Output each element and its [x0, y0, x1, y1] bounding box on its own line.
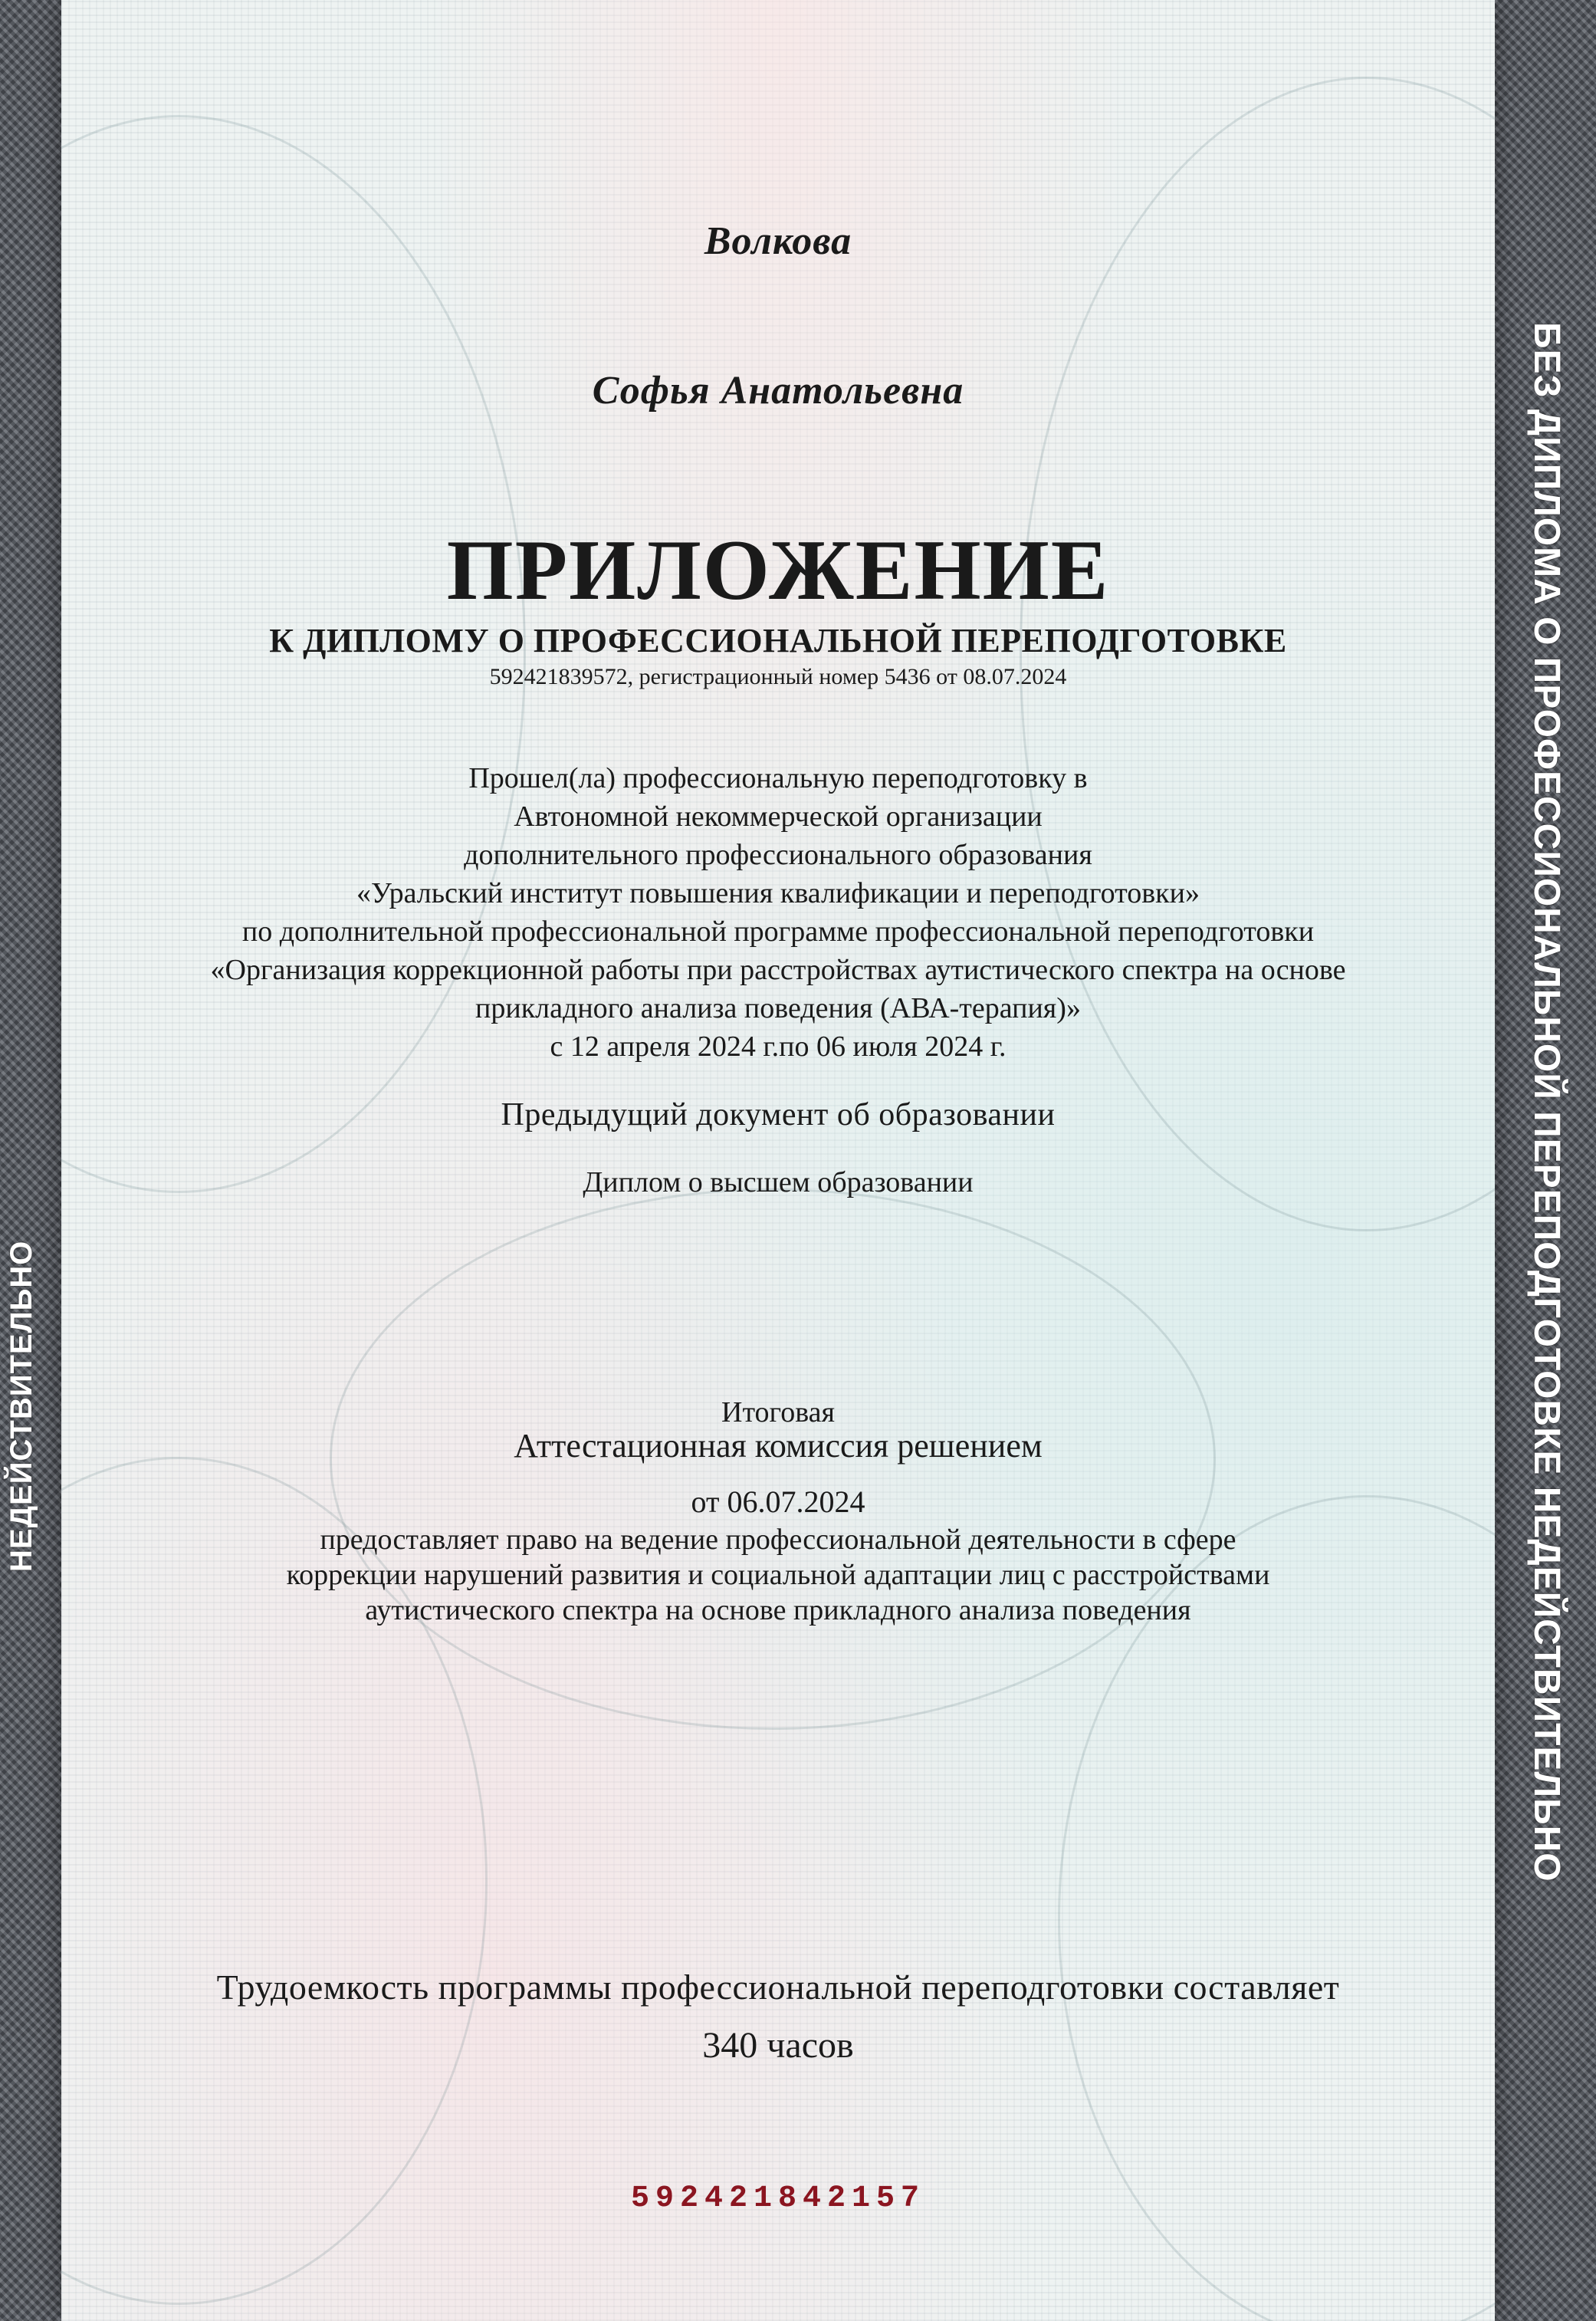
holder-surname: Волкова [704, 219, 852, 263]
rights-line: аутистического спектра на основе прикладного анализа поведения [365, 1594, 1191, 1626]
program-line: с 12 апреля 2024 г.по 06 июля 2024 г. [550, 1031, 1007, 1063]
program-line: «Организация коррекционной работы при расстройствах аутистического спектра на основе [210, 954, 1346, 986]
rights-line: коррекции нарушений развития и социальной адаптации лиц с расстройствами [286, 1559, 1270, 1591]
program-description [61, 759, 1495, 1066]
document-subtitle: К ДИПЛОМУ О ПРОФЕССИОНАЛЬНОЙ ПЕРЕПОДГОТОВКЕ [269, 622, 1287, 659]
workload-label: Трудоемкость программы профессиональной переподготовки составляет [216, 1968, 1340, 2007]
previous-education-label: Предыдущий документ об образовании [501, 1097, 1056, 1133]
rights-description [61, 1522, 1495, 1628]
document-sheet [61, 0, 1495, 2321]
previous-education-value: Диплом о высшем образовании [583, 1166, 974, 1198]
program-line: Прошел(ла) профессиональную переподготовку в [468, 762, 1088, 794]
document-title: ПРИЛОЖЕНИЕ [446, 523, 1110, 618]
commission-line-2: Аттестационная комиссия решением [514, 1427, 1043, 1465]
holder-given-names: Софья Анатольевна [592, 369, 964, 413]
program-line: дополнительного профессионального образования [464, 839, 1092, 871]
program-line: «Уральский институт повышения квалификации и переподготовки» [356, 877, 1200, 909]
serial-number: 592421842157 [630, 2181, 926, 2216]
commission-block [61, 1396, 1495, 1463]
program-line: Автономной некоммерческой организации [514, 801, 1043, 833]
registration-line: 592421839572, регистрационный номер 5436 от 08.07.2024 [489, 664, 1067, 689]
program-line: по дополнительной профессиональной программе профессиональной переподготовки [241, 916, 1315, 948]
right-margin-text: БЕЗ ДИПЛОМА О ПРОФЕССИОНАЛЬНОЙ ПЕРЕПОДГОТОВКЕ НЕДЕЙСТВИТЕЛЬНО [1526, 322, 1567, 1882]
program-line: прикладного анализа поведения (АВА-терапия)» [475, 992, 1081, 1024]
commission-line-1: Итоговая [721, 1396, 835, 1428]
commission-date: от 06.07.2024 [691, 1484, 865, 1519]
left-margin-text: НЕДЕЙСТВИТЕЛЬНО [5, 1240, 38, 1572]
workload-hours: 340 часов [702, 2025, 854, 2066]
rights-line: предоставляет право на ведение профессиональной деятельности в сфере [320, 1524, 1236, 1556]
